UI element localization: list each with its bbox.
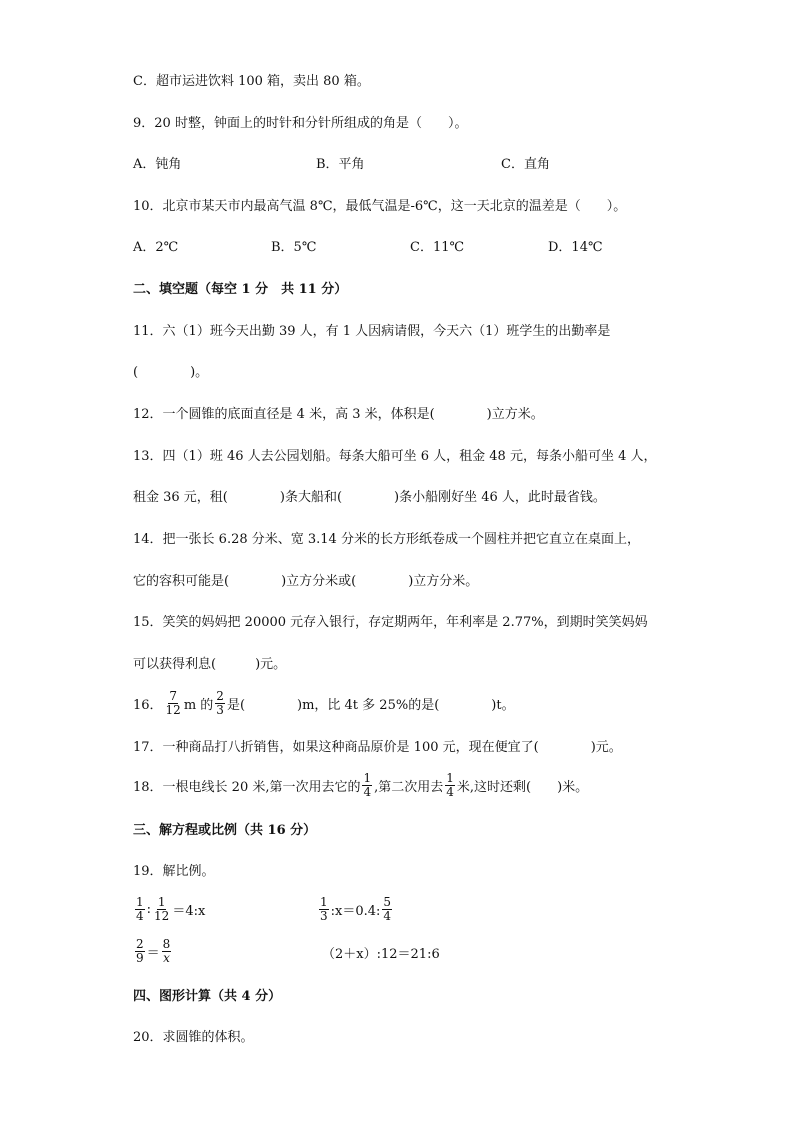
fraction-denominator: 4	[363, 785, 372, 799]
fraction-numerator: 1	[446, 771, 454, 785]
fraction-denominator: 12	[154, 909, 170, 923]
section-4-heading: 四、图形计算（共 4 分）	[133, 989, 282, 1004]
question-18	[133, 772, 588, 799]
proportion-equation-2	[317, 896, 394, 923]
proportion-equation-3	[133, 938, 173, 965]
fraction-8-x	[162, 938, 172, 965]
fraction-denominator: 9	[136, 951, 144, 965]
question-17: 17．一种商品打八折销售，如果这种商品原价是 100 元，现在便宜了( )元。	[133, 740, 622, 755]
fraction-2-3	[215, 690, 225, 717]
question-10-option-c: C．11℃	[410, 240, 465, 255]
fraction-denominator: 4	[383, 909, 392, 923]
fraction-denominator: x	[163, 951, 170, 965]
question-19-stem: 19．解比例。	[133, 864, 215, 879]
section-3-heading: 三、解方程或比例（共 16 分）	[133, 823, 317, 838]
fraction-denominator: 3	[320, 909, 328, 923]
question-18-part-2: ,第二次用去	[374, 780, 444, 795]
fraction-denominator: 3	[216, 703, 224, 717]
question-16	[133, 690, 515, 717]
equation-rest: ＝4:x	[172, 904, 206, 919]
question-11-line-2: ( )。	[133, 365, 209, 380]
fraction-numerator: 1	[157, 895, 166, 909]
question-16-unit: m 的	[183, 698, 214, 713]
question-20: 20．求圆锥的体积。	[133, 1030, 254, 1045]
fraction-numerator: 8	[162, 937, 171, 951]
question-9-option-c: C．直角	[501, 157, 550, 172]
question-10-stem: 10．北京市某天市内最高气温 8℃，最低气温是-6℃，这一天北京的温差是（ ）。	[133, 199, 627, 214]
question-16-prefix: 16．	[133, 698, 163, 713]
question-12: 12．一个圆锥的底面直径是 4 米，高 3 米，体积是( )立方米。	[133, 407, 544, 422]
fraction-numerator: 7	[169, 689, 177, 703]
fraction-1-12	[153, 896, 170, 923]
question-18-part-1: 18．一根电线长 20 米,第一次用去它的	[133, 780, 361, 795]
fraction-denominator: 4	[136, 909, 144, 923]
fraction-1-4	[445, 772, 455, 799]
proportion-equation-4: （2＋x）:12＝21:6	[322, 947, 440, 962]
equals-sign: ＝	[146, 946, 160, 961]
question-13-line-2: 租金 36 元，租( )条大船和( )条小船刚好坐 46 人，此时最省钱。	[133, 490, 606, 505]
fraction-2-9	[135, 938, 145, 965]
question-10-option-a: A．2℃	[133, 240, 179, 255]
question-10-option-d: D．14℃	[548, 240, 603, 255]
question-16-rest: 是( )m，比 4t 多 25%的是( )t。	[226, 698, 515, 713]
fraction-numerator: 1	[136, 895, 144, 909]
fraction-7-12	[165, 690, 182, 717]
fraction-numerator: 5	[383, 895, 392, 909]
question-18-part-3: 米,这时还剩( )米。	[456, 780, 589, 795]
fraction-1-4	[362, 772, 372, 799]
fraction-1-4	[135, 896, 145, 923]
question-13-line-1: 13．四（1）班 46 人去公园划船。每条大船可坐 6 人，租金 48 元，每条小船可坐 4 人，	[133, 449, 657, 464]
question-15-line-1: 15．笑笑的妈妈把 20000 元存入银行，存定期两年，年利率是 2.77%，到期时笑笑妈妈	[133, 615, 648, 630]
section-2-heading: 二、填空题（每空 1 分 共 11 分）	[133, 282, 348, 297]
fraction-numerator: 2	[136, 937, 144, 951]
fraction-numerator: 1	[320, 895, 328, 909]
question-8-option-c: C．超市运进饮料 100 箱，卖出 80 箱。	[133, 74, 370, 89]
fraction-denominator: 4	[446, 785, 454, 799]
question-9-stem: 9．20 时整，钟面上的时针和分针所组成的角是（ ）。	[133, 116, 468, 131]
question-15-line-2: 可以获得利息( )元。	[133, 657, 287, 672]
fraction-5-4	[382, 896, 392, 923]
question-11-line-1: 11．六（1）班今天出勤 39 人，有 1 人因病请假，今天六（1）班学生的出勤率是	[133, 324, 611, 339]
question-14-line-2: 它的容积可能是( )立方分米或( )立方分米。	[133, 574, 479, 589]
fraction-numerator: 2	[216, 689, 224, 703]
question-10-option-b: B．5℃	[271, 240, 317, 255]
question-9-option-a: A．钝角	[133, 157, 182, 172]
fraction-denominator: 12	[165, 703, 181, 717]
equation-middle: :x＝0.4:	[330, 904, 381, 919]
fraction-numerator: 1	[363, 771, 372, 785]
proportion-equation-1	[133, 896, 205, 923]
fraction-1-3	[319, 896, 329, 923]
question-9-option-b: B．平角	[316, 157, 365, 172]
ratio-colon: :	[146, 902, 152, 917]
question-14-line-1: 14．把一张长 6.28 分米、宽 3.14 分米的长方形纸卷成一个圆柱并把它直立在桌面上，	[133, 532, 640, 547]
